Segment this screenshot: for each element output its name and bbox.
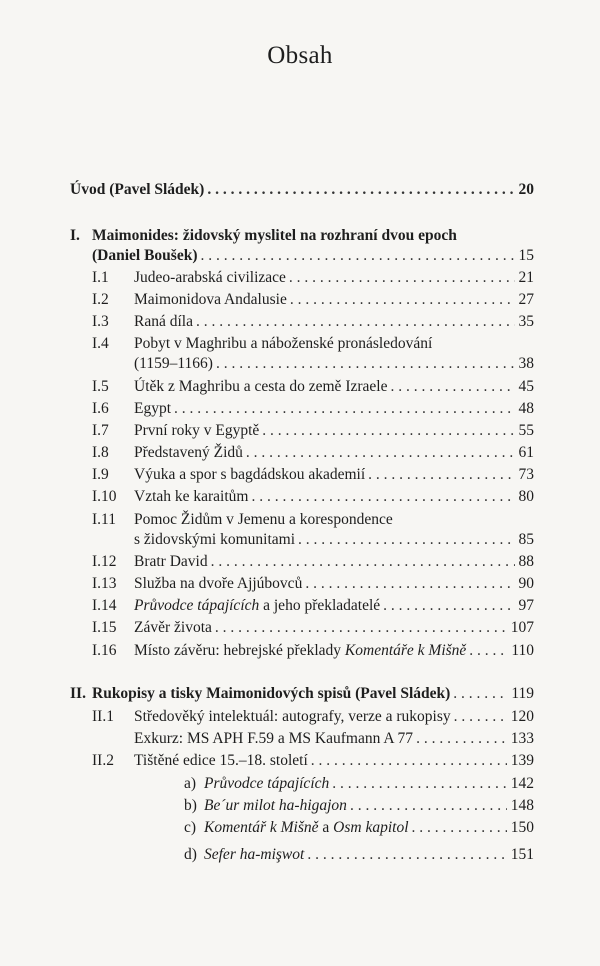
part-title-line1: Maimonides: židovský myslitel na rozhraní dvou epoch: [92, 227, 457, 244]
toc-entry-part1[interactable]: [92, 246, 534, 266]
dot-leader: [215, 618, 507, 638]
toc-entry[interactable]: [134, 574, 534, 594]
part-numeral: I.: [70, 227, 80, 244]
toc-entry-excursus[interactable]: [134, 729, 534, 749]
toc-entry-page: 85: [518, 531, 534, 548]
toc-entry-number: I.9: [92, 466, 109, 483]
toc-subentry[interactable]: [204, 774, 534, 794]
toc-entry-number: II.2: [92, 752, 114, 769]
toc-entry-number: I.8: [92, 444, 109, 461]
dot-leader: [350, 796, 507, 816]
toc-entry-page: 107: [510, 619, 534, 636]
subentry-letter: d): [184, 846, 197, 863]
dot-leader: [196, 312, 515, 332]
dot-leader: [307, 845, 506, 865]
toc-entry-label-line1: Pomoc Židům v Jemenu a korespondence: [134, 511, 393, 528]
subentry-letter: c): [184, 819, 197, 836]
toc-entry-label: Egypt: [134, 400, 172, 417]
toc-entry-label-line2: (1159–1166): [134, 355, 213, 372]
dot-leader: [207, 180, 514, 200]
toc-entry-label: [204, 774, 329, 794]
toc-entry-page: 148: [510, 797, 534, 814]
toc-entry[interactable]: [134, 751, 534, 771]
toc-entry-number: I.12: [92, 553, 117, 570]
dot-leader: [416, 729, 507, 749]
toc-entry-number: I.2: [92, 291, 109, 308]
toc-entry-label: Bratr David: [134, 553, 208, 570]
toc-entry-page: 80: [518, 488, 534, 505]
toc-entry[interactable]: [134, 530, 534, 550]
toc-entry-number: I.4: [92, 335, 109, 352]
toc-entry-label: Raná díla: [134, 313, 193, 330]
book-title: Průvodce tápajících: [204, 775, 330, 792]
toc-entry-label: [134, 596, 380, 616]
dot-leader: [305, 574, 514, 594]
toc-entry-number: I.16: [92, 642, 117, 659]
toc-entry-number: I.14: [92, 597, 117, 614]
toc-entry[interactable]: [134, 596, 534, 616]
toc-entry-page: 133: [510, 730, 534, 747]
toc-entry-label: Představený Židů: [134, 444, 243, 461]
toc-entry-number: I.1: [92, 269, 109, 286]
toc-entry-label: Středověký intelektuál: autografy, verze a rukopisy: [134, 708, 451, 725]
dot-leader: [368, 465, 514, 485]
dot-leader: [311, 751, 507, 771]
toc-subentry[interactable]: [204, 845, 534, 865]
toc-entry-page: 35: [518, 313, 534, 330]
toc-entry[interactable]: [134, 443, 534, 463]
dot-leader: [332, 774, 507, 794]
toc-entry-page: 97: [518, 597, 534, 614]
toc-entry-label-line2: s židovskými komunitami: [134, 531, 296, 548]
dot-leader: [262, 421, 514, 441]
toc-entry-page: 120: [510, 708, 534, 725]
toc-entry[interactable]: [134, 465, 534, 485]
book-title: Komentáře k Mišně: [344, 642, 467, 659]
toc-entry-label-line1: Pobyt v Maghribu a náboženské pronásledování: [134, 335, 433, 352]
toc-entry[interactable]: [134, 290, 534, 310]
dot-leader: [211, 552, 515, 572]
toc-entry[interactable]: [134, 312, 534, 332]
dot-leader: [216, 354, 515, 374]
dot-leader: [298, 530, 514, 550]
toc-entry-number: I.13: [92, 575, 117, 592]
toc-entry[interactable]: [134, 421, 534, 441]
toc-entry-number: I.5: [92, 378, 109, 395]
conjunction: a: [318, 819, 334, 836]
dot-leader: [383, 596, 514, 616]
toc-entry-page: 73: [518, 466, 534, 483]
toc-subentry[interactable]: [204, 796, 534, 816]
toc-entry-page: 142: [510, 775, 534, 792]
toc-entry-label: Exkurz: MS APH F.59 a MS Kaufmann A 77: [134, 730, 414, 747]
toc-entry-label-start: Místo závěru: hebrejské překlady: [134, 642, 345, 659]
toc-entry-label: [204, 845, 304, 865]
toc-entry-page: 45: [518, 378, 534, 395]
subentry-letter: a): [184, 775, 197, 792]
toc-entry-number: I.6: [92, 400, 109, 417]
toc-entry-label: Výuka a spor s bagdádskou akademií: [134, 466, 366, 483]
toc-entry-label: Úvod (Pavel Sládek): [70, 181, 205, 198]
subentry-letter: b): [184, 797, 197, 814]
part-title: Rukopisy a tisky Maimonidových spisů (Pavel Sládek): [92, 685, 451, 702]
toc-entry-page: 27: [518, 291, 534, 308]
page-title: Obsah: [267, 42, 333, 69]
toc-entry-page: 55: [518, 422, 534, 439]
toc-entry[interactable]: [134, 707, 534, 727]
toc-entry[interactable]: [134, 399, 534, 419]
toc-entry-page: 110: [511, 642, 534, 659]
toc-entry[interactable]: [134, 354, 534, 374]
toc-entry-label: [134, 641, 466, 661]
toc-entry-page: 38: [518, 355, 534, 372]
toc-entry-page: 15: [518, 247, 534, 264]
toc-entry-label: Služba na dvoře Ajjúbovců: [134, 575, 303, 592]
toc-entry-label: Vztah ke karaitům: [134, 488, 249, 505]
dot-leader: [412, 818, 507, 838]
toc-entry-number: I.3: [92, 313, 109, 330]
book-title: Průvodce tápajících: [134, 597, 260, 614]
dot-leader: [201, 246, 515, 266]
book-title: Osm kapitol: [333, 819, 409, 836]
toc-entry-number: II.1: [92, 708, 114, 725]
toc-entry-part2[interactable]: [92, 684, 534, 704]
part-numeral: II.: [70, 685, 86, 702]
toc-entry-page: 21: [518, 269, 534, 286]
toc-entry-label: Judeo-arabská civilizace: [134, 269, 286, 286]
dot-leader: [174, 399, 514, 419]
toc-entry[interactable]: [134, 618, 534, 638]
toc-entry-label: První roky v Egyptě: [134, 422, 260, 439]
toc-entry-label: Maimonidova Andalusie: [134, 291, 287, 308]
toc-entry-number: I.7: [92, 422, 109, 439]
dot-leader: [390, 377, 514, 397]
toc-entry-page: 139: [510, 752, 534, 769]
toc-entry-page: 61: [518, 444, 534, 461]
book-title: Komentář k Mišně: [204, 819, 319, 836]
toc-entry[interactable]: [134, 487, 534, 507]
dot-leader: [469, 641, 507, 661]
dot-leader: [289, 268, 515, 288]
toc-entry-page: 48: [518, 400, 534, 417]
toc-entry-page: 88: [518, 553, 534, 570]
toc-entry-number: I.15: [92, 619, 117, 636]
toc-entry-label: [204, 796, 347, 816]
toc-entry-number: I.10: [92, 488, 117, 505]
book-title: Sefer ha-mişwot: [204, 846, 305, 863]
toc-entry[interactable]: [134, 268, 534, 288]
book-title: Be´ur milot ha-higajon: [204, 797, 347, 814]
toc-entry-label: Útěk z Maghribu a cesta do země Izraele: [134, 378, 388, 395]
toc-entry[interactable]: [134, 377, 534, 397]
dot-leader: [454, 707, 507, 727]
toc-entry-page: 151: [510, 846, 534, 863]
toc-entry-page: 20: [518, 181, 534, 198]
toc-entry-label: Tištěné edice 15.–18. století: [134, 752, 308, 769]
toc-entry-uvod[interactable]: [70, 180, 534, 200]
toc-entry-number: I.11: [92, 511, 116, 528]
dot-leader: [290, 290, 515, 310]
toc-entry-label-rest: a jeho překladatelé: [259, 597, 381, 614]
dot-leader: [453, 684, 507, 704]
toc-entry[interactable]: [134, 641, 534, 661]
toc-entry-label: [204, 818, 409, 838]
part-title-line2: (Daniel Boušek): [92, 247, 198, 264]
toc-entry-page: 150: [510, 819, 534, 836]
toc-entry-label: Závěr života: [134, 619, 212, 636]
toc-entry[interactable]: [134, 552, 534, 572]
dot-leader: [251, 487, 514, 507]
toc-entry-page: 119: [511, 685, 534, 702]
toc-entry-page: 90: [518, 575, 534, 592]
dot-leader: [246, 443, 515, 463]
toc-subentry[interactable]: [204, 818, 534, 838]
